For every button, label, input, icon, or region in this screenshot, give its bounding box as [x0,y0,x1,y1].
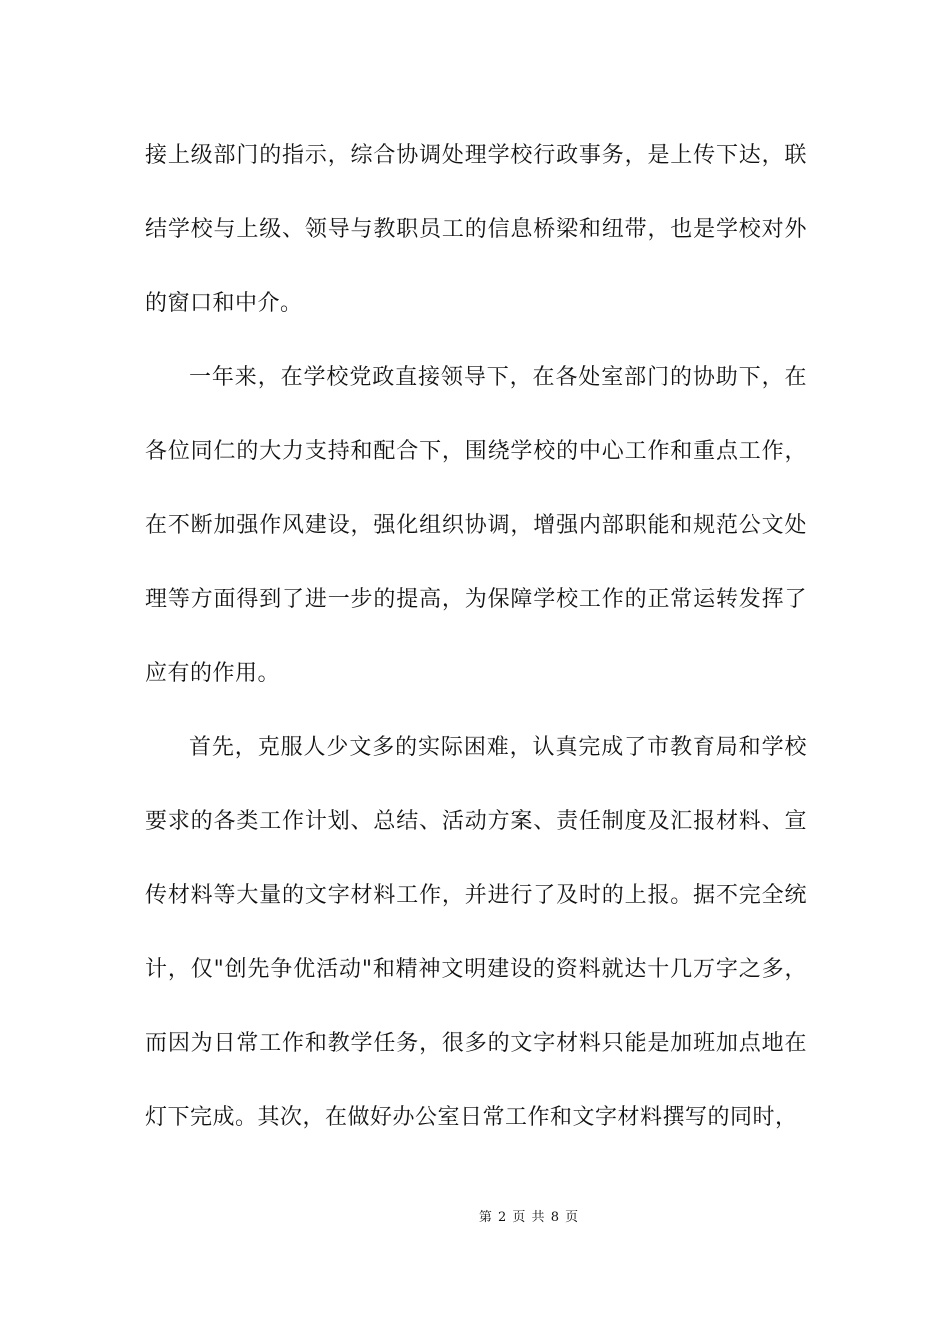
text-line: 各位同仁的大力支持和配合下，围绕学校的中心工作和重点工作， [145,439,807,464]
text-line: 一年来，在学校党政直接领导下，在各处室部门的协助下，在 [189,365,807,390]
page-footer [0,1206,950,1225]
text-line: 首先，克服人少文多的实际困难，认真完成了市教育局和学校 [189,735,807,760]
text-line: 在不断加强作风建设，强化组织协调，增强内部职能和规范公文处 [145,513,807,538]
text-line: 应有的作用。 [145,661,281,686]
page-number: 第 2 页 共 8 页 [478,1210,580,1225]
text-line: 传材料等大量的文字材料工作，并进行了及时的上报。据不完全统 [145,883,807,908]
text-line: 结学校与上级、领导与教职员工的信息桥梁和纽带，也是学校对外 [145,217,807,242]
text-line: 理等方面得到了进一步的提高，为保障学校工作的正常运转发挥了 [145,587,807,612]
text-line: 要求的各类工作计划、总结、活动方案、责任制度及汇报材料、宣 [145,809,807,834]
text-line: 计，仅"创先争优活动"和精神文明建设的资料就达十几万字之多， [145,957,807,982]
paragraph [145,128,807,350]
paragraph [145,350,807,720]
text-line: 的窗口和中介。 [145,291,303,316]
text-line: 接上级部门的指示，综合协调处理学校行政事务，是上传下达，联 [145,143,807,168]
paragraph [145,720,807,1164]
text-line: 灯下完成。其次，在做好办公室日常工作和文字材料撰写的同时， [145,1105,798,1130]
body-text [145,128,807,1164]
text-line: 而因为日常工作和教学任务，很多的文字材料只能是加班加点地在 [145,1031,807,1056]
